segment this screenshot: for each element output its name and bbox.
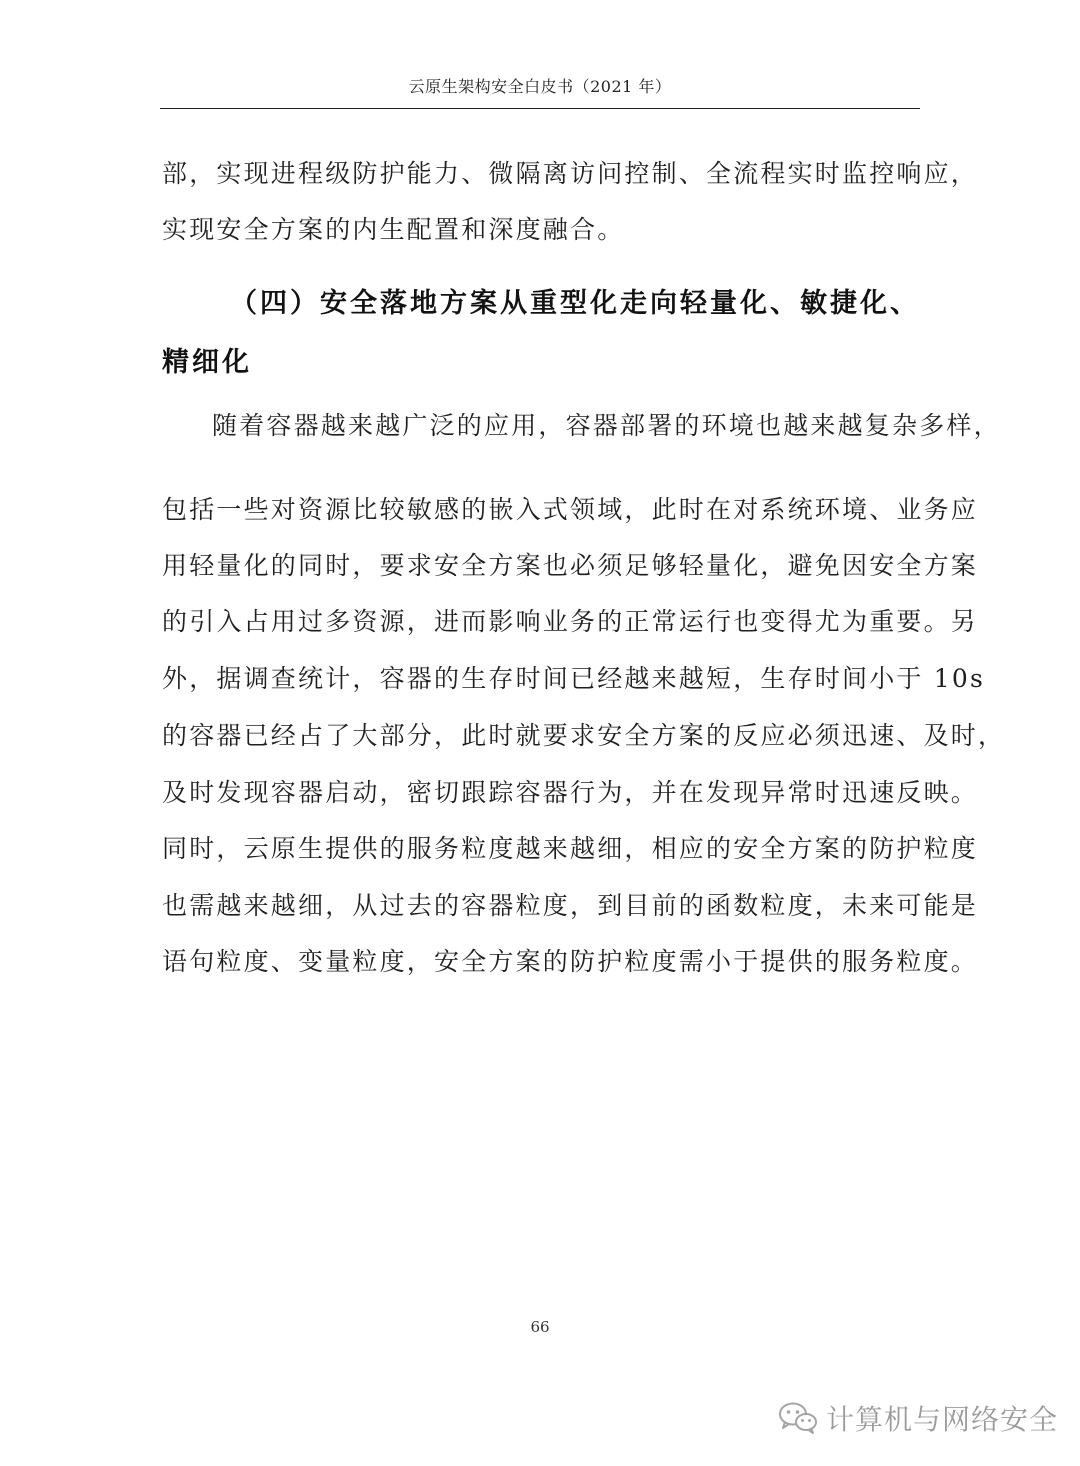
watermark-text: 计算机与网络安全 — [826, 1403, 1059, 1436]
watermark — [778, 1398, 1058, 1438]
paragraph-line-9: 语句粒度、变量粒度，安全方案的防护粒度需小于提供的服务粒度。 — [162, 947, 979, 976]
paragraph-line-1: 包括一些对资源比较敏感的嵌入式领域，此时在对系统环境、业务应 — [162, 495, 979, 524]
paragraph-line-6: 及时发现容器启动，密切跟踪容器行为，并在发现异常时迅速反映。 — [162, 778, 979, 807]
intro-line-2: 实现安全方案的内生配置和深度融合。 — [162, 215, 625, 244]
page-header-title: 云原生架构安全白皮书（2021 年） — [408, 77, 672, 96]
paragraph-first-line: 随着容器越来越广泛的应用，容器部署的环境也越来越复杂多样， — [212, 411, 1001, 440]
header-divider — [160, 108, 920, 109]
paragraph-line-3: 的引入占用过多资源，进而影响业务的正常运行也变得尤为重要。另 — [162, 607, 979, 636]
paragraph-line-8: 也需越来越细，从过去的容器粒度，到目前的函数粒度，未来可能是 — [162, 891, 979, 920]
section-heading-line-2: 精细化 — [162, 347, 252, 378]
paragraph-line-7: 同时，云原生提供的服务粒度越来越细，相应的安全方案的防护粒度 — [162, 834, 979, 863]
paragraph-line-5: 的容器已经占了大部分，此时就要求安全方案的反应必须迅速、及时， — [162, 721, 1006, 750]
paragraph-line-4: 外，据调查统计，容器的生存时间已经越来越短，生存时间小于 10s — [162, 664, 985, 693]
intro-line-1: 部，实现进程级防护能力、微隔离访问控制、全流程实时监控响应， — [162, 159, 979, 188]
paragraph-line-2: 用轻量化的同时，要求安全方案也必须足够轻量化，避免因安全方案 — [162, 551, 979, 580]
section-heading-line-1: （四）安全落地方案从重型化走向轻量化、敏捷化、 — [230, 288, 920, 319]
page-number: 66 — [530, 1318, 550, 1336]
wechat-icon — [778, 1401, 818, 1435]
